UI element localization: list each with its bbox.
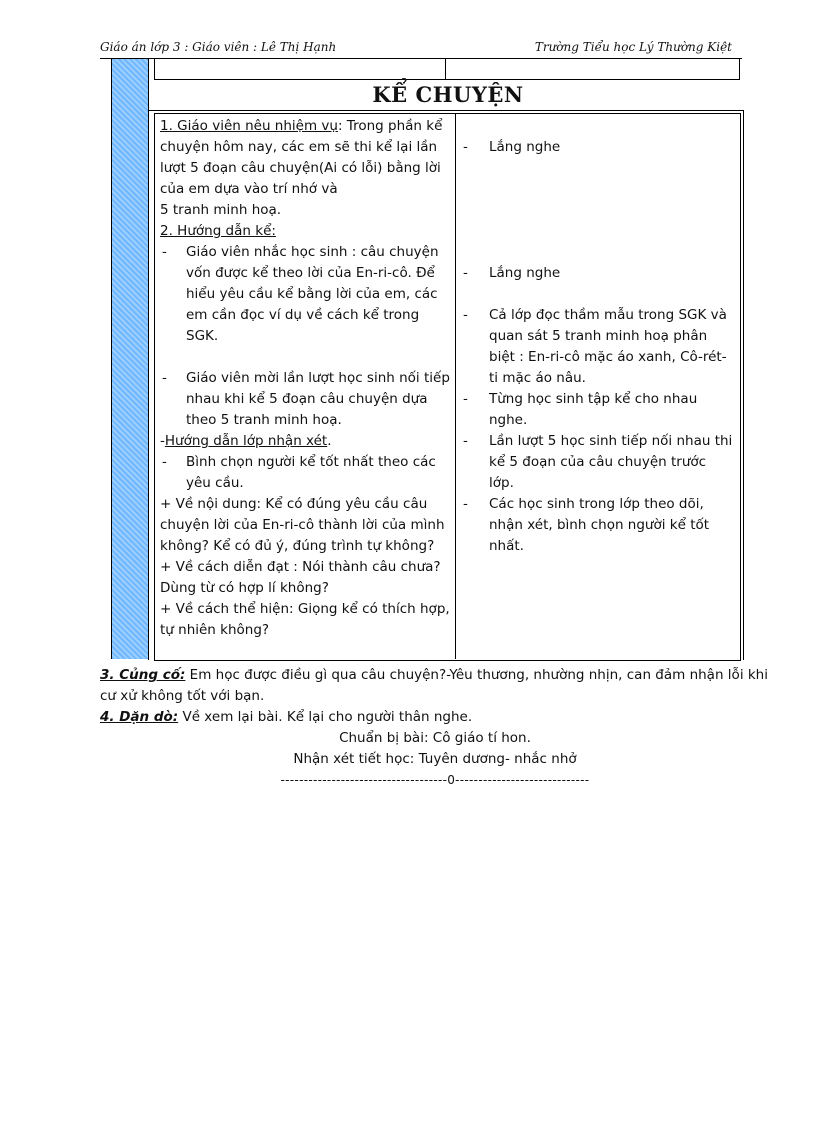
review-bullet: - Bình chọn người kể tốt nhất theo các yêu cầu. <box>160 452 450 494</box>
decorative-stripe <box>111 59 149 659</box>
lesson-review: Nhận xét tiết học: Tuyên dương- nhắc nhở <box>293 751 577 767</box>
section-title: KỂ CHUYỆN <box>372 82 524 107</box>
spacer <box>463 284 735 305</box>
student-activity-1: - Lắng nghe <box>463 137 735 158</box>
student-activity-4: - Từng học sinh tập kể cho nhau nghe. <box>463 389 735 431</box>
consolidation-text: Em học được điều gì qua câu chuyện?-Yêu thương, nhường nhịn, can đảm nhận lỗi khi cư xử không tốt với bạn. <box>100 667 768 704</box>
student-activity-5: - Lần lượt 5 học sinh tiếp nối nhau thi kể 5 đoạn của câu chuyện trước lớp. <box>463 431 735 494</box>
homework <box>100 707 770 728</box>
spacer <box>463 116 735 137</box>
consolidation-label: 3. Củng cố: <box>100 667 186 683</box>
task-label: 1. Giáo viên nêu nhiệm vụ <box>160 118 338 134</box>
previous-table-end <box>154 59 741 81</box>
criterion-expression: + Về cách diễn đạt : Nói thành câu chưa? Dùng từ có hợp lí không? <box>160 559 441 596</box>
guide-bullet-2: - Giáo viên mời lần lượt học sinh nối tiếp nhau khi kể 5 đoạn câu chuyện dựa theo 5 tranh minh hoạ. <box>160 368 450 431</box>
guide-label: 2. Hướng dẫn kể: <box>160 223 276 239</box>
spacer <box>160 347 450 368</box>
student-activities <box>463 116 735 557</box>
teacher-activities <box>160 116 450 641</box>
review-heading <box>160 431 450 452</box>
student-activity-3: - Cả lớp đọc thầm mẫu trong SGK và quan sát 5 tranh minh hoạ phân biệt : En-ri-cô mặc áo xanh, Cô-rét-ti mặc áo nâu. <box>463 305 735 389</box>
next-lesson: Chuẩn bị bài: Cô giáo tí hon. <box>339 730 531 746</box>
header-school: Trường Tiểu học Lý Thường Kiệt <box>534 40 732 54</box>
task-tail: 5 tranh minh hoạ. <box>160 202 282 218</box>
previous-table-cell-left <box>154 59 446 80</box>
lesson-closing <box>100 665 770 791</box>
review-suffix: . <box>327 433 332 449</box>
previous-table-cell-right <box>445 59 740 80</box>
table-column-divider <box>455 113 456 659</box>
task-text: : Trong phần kể chuyện hôm nay, các em sẽ thi kể lại lần lượt 5 đoạn câu chuyện(Ai có lỗi) bằng lời của em dựa vào trí nhớ và <box>160 118 443 197</box>
review-label: Hướng dẫn lớp nhận xét <box>164 433 328 449</box>
student-activity-2: - Lắng nghe <box>463 263 735 284</box>
criterion-content: + Về nội dung: Kể có đúng yêu cầu câu chuyện lời của En-ri-cô thành lời của mình không? Kể có đủ ý, đúng trình tự không? <box>160 496 445 554</box>
guide-heading <box>160 221 450 242</box>
student-activity-6: - Các học sinh trong lớp theo dõi, nhận xét, bình chọn người kể tốt nhất. <box>463 494 735 557</box>
review-prefix: - <box>160 433 165 449</box>
homework-label: 4. Dặn dò: <box>100 709 179 725</box>
guide-bullet-1: - Giáo viên nhắc học sinh : câu chuyện vốn được kể theo lời của En-ri-cô. Để hiểu yêu cầu kể bằng lời của em, các em cần đọc ví dụ về cách kể trong SGK. <box>160 242 450 347</box>
header-teacher: Giáo án lớp 3 : Giáo viên : Lê Thị Hạnh <box>100 40 337 54</box>
homework-text: Về xem lại bài. Kể lại cho người thân nghe. <box>178 709 473 725</box>
end-separator: ------------------------------------0----------------------------- <box>280 773 590 787</box>
page-header <box>100 38 732 58</box>
criterion-delivery: + Về cách thể hiện: Giọng kể có thích hợp, tự nhiên không? <box>160 601 450 638</box>
task-paragraph <box>160 116 450 200</box>
consolidation <box>100 665 770 707</box>
spacer <box>463 158 735 263</box>
